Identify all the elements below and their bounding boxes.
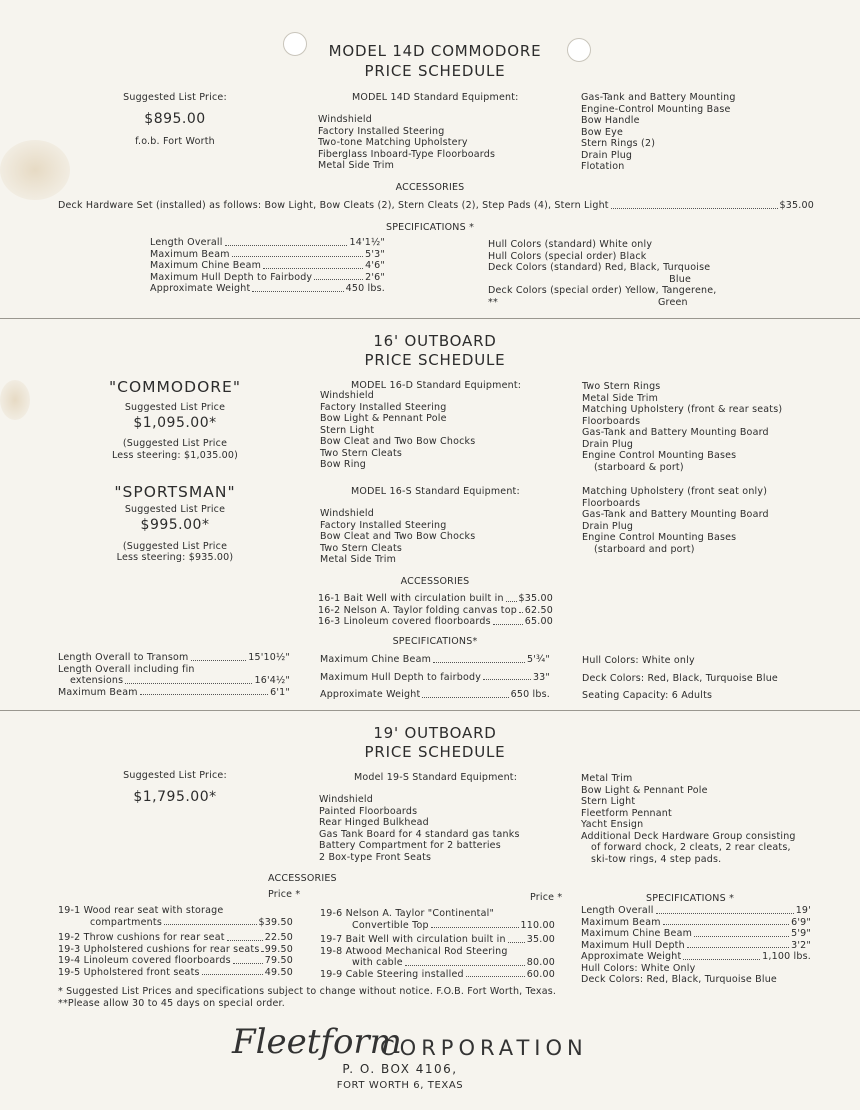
accessory-label: compartments [90,916,162,928]
spec-row [58,675,290,687]
accessory-price: 110.00 [520,919,555,931]
s1-equip-heading: MODEL 14D Standard Equipment: [352,92,519,103]
corporation-name: CORPORATION [380,1036,588,1060]
spec-label: Length Overall to Transom [58,652,189,663]
equip-item: Engine Control Mounting Bases [582,450,737,461]
spec-row [150,249,385,261]
sportsman-name: "SPORTSMAN" [114,483,236,501]
equip-item: Painted Floorboards [319,805,418,817]
paper-stain [0,380,30,420]
deck-hardware-price: $35.00 [779,200,814,211]
equip-item: Factory Installed Steering [320,519,447,531]
spec-value: 450 lbs. [345,283,385,294]
spec-row [320,689,550,701]
spec-label: Length Overall [581,905,654,916]
accessory-label: 19-1 Wood rear seat with storage [58,905,224,916]
s2-spec-heading: SPECIFICATIONS* [392,636,478,647]
spec-row [150,272,385,284]
accessory-label: 19-3 Upholstered cushions for rear seats [58,943,260,955]
equip-item: Bow Light & Pennant Pole [320,413,447,424]
equip-item: Gas-Tank and Battery Mounting [581,92,736,103]
sportsman-note: Less steering: $935.00) [116,552,234,563]
equip-item: Metal Trim [581,773,633,784]
equip-item: Floorboards [582,415,641,427]
s2-spec-left [58,652,290,698]
s1-colors [488,239,723,308]
s2-spec-right [582,655,778,702]
deck-hardware-label: Deck Hardware Set (installed) as follows: Bow Light, Bow Cleats (2), Stern Cleats (2), Step Pads (4), Stern Light [58,200,609,211]
equip-item: Windshield [320,508,374,519]
leader-dots [233,955,263,964]
accessory-row [58,944,293,956]
spec-label: Maximum Beam [150,248,230,260]
accessory-price: 65.00 [524,616,553,627]
s1-title: MODEL 14D COMMODORE [328,42,542,60]
s2-title: 16' OUTBOARD [373,332,497,350]
spec-label: Maximum Hull Depth [581,939,685,951]
s2-16s-heading: MODEL 16-S Standard Equipment: [351,486,520,497]
city-address: FORT WORTH 6, TEXAS [336,1080,464,1091]
leader-dots [191,652,247,661]
commodore-name: "COMMODORE" [109,378,241,396]
s3-equip-left [319,794,520,863]
accessory-label: 19-9 Cable Steering installed [320,968,464,980]
accessory-label: 19-5 Upholstered front seats [58,966,200,978]
spec-value: 5'9" [791,928,811,939]
spec-value: 1,100 lbs. [762,951,811,962]
s3-specs [581,905,811,986]
spec-row [320,654,550,666]
color-line: Blue [669,273,691,285]
spec-value: 19' [795,905,811,916]
accessory-label: 19-4 Linoleum covered floorboards [58,955,231,966]
equip-item: Stern Light [320,424,375,436]
accessory-price: 60.00 [526,968,555,980]
spec-value: 14'1½" [349,237,385,248]
spec-value: 16'4½" [254,675,290,686]
commodore-list-label: Suggested List Price [124,402,226,413]
color-line: Hull Colors: White only [582,655,695,666]
spec-label: Approximate Weight [581,951,682,962]
s2-16s-left [320,508,475,566]
accessory-row [58,917,293,929]
s3-accessories-heading: ACCESSORIES [268,873,337,884]
po-box: P. O. BOX 4106, [342,1062,458,1076]
s1-specs [150,237,385,295]
leader-dots [164,917,257,926]
accessory-row [320,934,555,946]
color-line: Hull Colors (special order) Black [488,250,647,262]
leader-dots [683,951,760,960]
s3-list-label: Suggested List Price: [123,770,227,781]
accessory-price: 79.50 [264,955,293,966]
commodore-note: Less steering: $1,035.00) [111,450,239,461]
spec-value: 5'3" [365,248,385,260]
spec-row [581,928,811,940]
spec-row [581,917,811,929]
accessory-row [58,932,293,944]
spec-label: Approximate Weight [320,689,421,700]
leader-dots [656,905,794,914]
accessory-price: 62.50 [524,604,553,616]
equip-item: Bow Ring [320,459,367,470]
accessory-row [320,908,555,920]
accessory-price: 35.00 [526,934,555,945]
equip-item: Gas Tank Board for 4 standard gas tanks [319,828,520,840]
leader-dots [483,672,531,681]
spec-value: 15'10½" [248,652,290,663]
s1-equip-left [318,114,495,172]
leader-dots [694,928,789,937]
commodore-note: (Suggested List Price [122,438,228,449]
equip-item: Metal Side Trim [320,554,397,565]
accessory-row [58,967,293,979]
spec-value: 6'1" [270,686,290,698]
s2-accessories [318,593,553,628]
s1-price: $895.00 [144,111,206,127]
leader-dots [405,957,525,966]
s1-fob: f.o.b. Fort Worth [135,136,215,147]
s3-spec-heading: SPECIFICATIONS * [645,893,735,904]
s2-subtitle: PRICE SCHEDULE [364,351,506,369]
equip-item: Additional Deck Hardware Group consisting [581,830,796,842]
accessory-label: 16-2 Nelson A. Taylor folding canvas top [318,604,517,616]
leader-dots [422,689,508,698]
accessory-row [318,593,553,605]
equip-item: Flotation [581,161,625,172]
accessory-row [320,920,555,932]
leader-dots [125,675,252,684]
spec-row [320,672,550,684]
leader-dots [252,283,343,292]
color-line-row [488,297,723,309]
s1-spec-heading: SPECIFICATIONS * [385,222,475,233]
spec-label: extensions [70,675,124,686]
s2-16s-right [582,486,769,555]
s3-title: 19' OUTBOARD [373,724,497,742]
leader-dots [663,917,789,926]
s2-16d-left [320,390,475,471]
s3-price-col-left: Price * [268,889,301,900]
spec-value: 5'¾" [526,654,550,665]
accessory-label: 19-2 Throw cushions for rear seat [58,932,225,943]
equip-item: Windshield [318,114,372,125]
s3-subtitle: PRICE SCHEDULE [364,743,506,761]
color-line: Seating Capacity: 6 Adults [582,690,713,701]
equip-item: Bow Cleat and Two Bow Chocks [320,531,476,542]
leader-dots [140,687,268,696]
leader-dots [466,969,525,978]
s1-accessories-heading: ACCESSORIES [395,182,465,193]
equip-item: Fiberglass Inboard-Type Floorboards [318,148,496,160]
leader-dots [202,967,263,976]
color-line: Deck Colors: Red, Black, Turquoise Blue [581,974,777,985]
equip-item: Engine Control Mounting Bases [582,532,737,543]
spec-value: 2'6" [365,271,385,283]
spec-row [581,905,811,917]
accessory-label: 16-3 Linoleum covered floorboards [318,616,491,627]
leader-dots [519,605,523,614]
sportsman-list-label: Suggested List Price [124,504,226,515]
accessory-row [320,969,555,981]
accessory-label: 19-6 Nelson A. Taylor "Continental" [320,908,495,919]
equip-item: Drain Plug [581,149,633,161]
spec-row [581,940,811,952]
equip-item: Rear Hinged Bulkhead [319,817,429,828]
color-line: Hull Colors (standard) White only [488,239,653,250]
s1-list-label: Suggested List Price: [123,92,227,103]
equip-item: Two Stern Cleats [320,542,403,554]
equip-item: Matching Upholstery (front seat only) [582,486,768,497]
equip-item: Drain Plug [582,438,634,450]
spec-value: 650 lbs. [510,689,550,700]
equip-item: Two-tone Matching Upholstery [318,137,468,148]
s1-deck-hardware-row [58,200,814,212]
leader-dots [225,237,348,246]
equip-item: Engine-Control Mounting Base [581,103,731,115]
double-star: ** [488,296,498,308]
leader-dots [611,200,778,209]
spec-value: 3'2" [791,939,811,951]
accessory-row [58,955,293,967]
equip-item: Stern Light [581,796,636,807]
spec-row [581,951,811,963]
accessory-label: with cable [352,957,403,968]
equip-item: of forward chock, 2 cleats, 2 rear cleats, [591,842,791,853]
equip-item: (starboard and port) [594,543,695,555]
leader-dots [314,272,363,281]
leader-dots [493,616,523,625]
equip-item: Bow Handle [581,115,640,126]
s3-equip-heading: Model 19-S Standard Equipment: [354,772,518,783]
spec-label: Maximum Hull Depth to Fairbody [150,271,313,283]
equip-item: Factory Installed Steering [318,125,445,137]
equip-item: Factory Installed Steering [320,401,447,413]
equip-item: Gas-Tank and Battery Mounting Board [582,509,769,520]
equip-item: Two Stern Rings [582,381,661,392]
paper-stain [0,140,70,200]
accessory-label: 19-7 Bait Well with circulation built in [320,934,506,945]
section-divider [0,710,860,711]
equip-item: Floorboards [582,497,641,509]
sportsman-price: $995.00* [140,517,210,533]
spec-label: Approximate Weight [150,283,251,294]
equip-item: Battery Compartment for 2 batteries [319,840,501,851]
spec-label: Length Overall [150,237,223,248]
color-line: Deck Colors (special order) Yellow, Tangerene, [488,285,717,296]
spec-row [150,237,385,249]
spec-value: 6'9" [791,916,811,928]
spec-value: 4'6" [365,260,385,271]
equip-item: Drain Plug [582,520,634,532]
leader-dots [263,260,363,269]
accessory-price: $35.00 [518,593,553,604]
leader-dots [261,944,262,953]
accessory-price: 49.50 [264,966,293,978]
spec-row [150,260,385,272]
spec-row [150,283,385,295]
accessory-label: 19-8 Atwood Mechanical Rod Steering [320,945,508,957]
color-line: Deck Colors: Red, Black, Turquoise Blue [582,672,778,684]
color-line: Green [658,296,688,308]
s2-accessories-heading: ACCESSORIES [400,576,470,587]
equip-item: Matching Upholstery (front & rear seats) [582,404,783,415]
accessory-price: 99.50 [264,943,293,955]
equip-item: Windshield [320,390,374,401]
s2-spec-mid [320,654,550,701]
spec-label: Length Overall including fin [58,663,195,675]
footnote: **Please allow 30 to 45 days on special order. [58,998,285,1009]
equip-item: Stern Rings (2) [581,138,656,149]
s1-equip-right [581,92,736,173]
fleetform-logo: Fleetform [232,1022,402,1062]
s3-accessories-left [58,905,293,978]
leader-dots [508,934,525,943]
spec-label: Maximum Hull Depth to fairbody [320,671,482,683]
s2-16d-right [582,381,782,473]
sportsman-note: (Suggested List Price [122,541,228,552]
accessory-price: 80.00 [526,957,555,968]
spec-label: Maximum Chine Beam [150,260,262,271]
equip-item: Gas-Tank and Battery Mounting Board [582,427,769,438]
equip-item: Metal Side Trim [318,160,395,171]
equip-item: Bow Light & Pennant Pole [581,784,708,796]
leader-dots [431,920,519,929]
equip-item: ski-tow rings, 4 step pads. [591,853,722,865]
leader-dots [506,593,517,602]
accessory-row [320,957,555,969]
spec-label: Maximum Chine Beam [581,928,693,939]
leader-dots [433,654,525,663]
s3-equip-right [581,773,796,865]
leader-dots [687,940,789,949]
equip-item: Fleetform Pennant [581,807,672,819]
equip-item: Two Stern Cleats [320,447,403,459]
equip-item: Yacht Ensign [581,819,644,830]
accessory-label: Convertible Top [352,919,429,931]
spec-row [58,652,290,664]
spec-label: Maximum Chine Beam [320,654,432,665]
spec-label: Maximum Beam [581,916,661,928]
equip-item: 2 Box-type Front Seats [319,851,432,863]
equip-item: Windshield [319,794,373,805]
s2-16d-heading: MODEL 16-D Standard Equipment: [351,380,522,391]
spec-value: 33" [532,671,550,683]
accessory-row [58,905,293,917]
footnote: * Suggested List Prices and specifications subject to change without notice. F.O.B. Fort Worth, Texas. [58,986,557,997]
leader-dots [232,249,363,258]
equip-item: Bow Cleat and Two Bow Chocks [320,436,476,447]
section-divider [0,318,860,319]
s3-price-col-right: Price * [530,892,563,903]
color-line: Hull Colors: White Only [581,962,696,974]
spec-row [58,687,290,699]
equip-item: (starboard & port) [594,461,684,473]
equip-item: Metal Side Trim [582,392,659,404]
s3-accessories-right [320,908,555,980]
accessory-row [318,605,553,617]
accessory-price: $39.50 [258,916,293,928]
spec-label: Maximum Beam [58,686,138,698]
spec-row [58,664,290,676]
accessory-row [320,946,555,958]
equip-item: Bow Eye [581,126,623,138]
commodore-price: $1,095.00* [133,415,217,431]
s1-subtitle: PRICE SCHEDULE [364,62,506,80]
accessory-label: 16-1 Bait Well with circulation built in [318,593,504,604]
s3-price: $1,795.00* [133,789,217,805]
color-line: Deck Colors (standard) Red, Black, Turquoise [488,262,711,273]
accessory-price: 22.50 [264,932,293,943]
leader-dots [227,932,263,941]
accessory-row [318,616,553,628]
